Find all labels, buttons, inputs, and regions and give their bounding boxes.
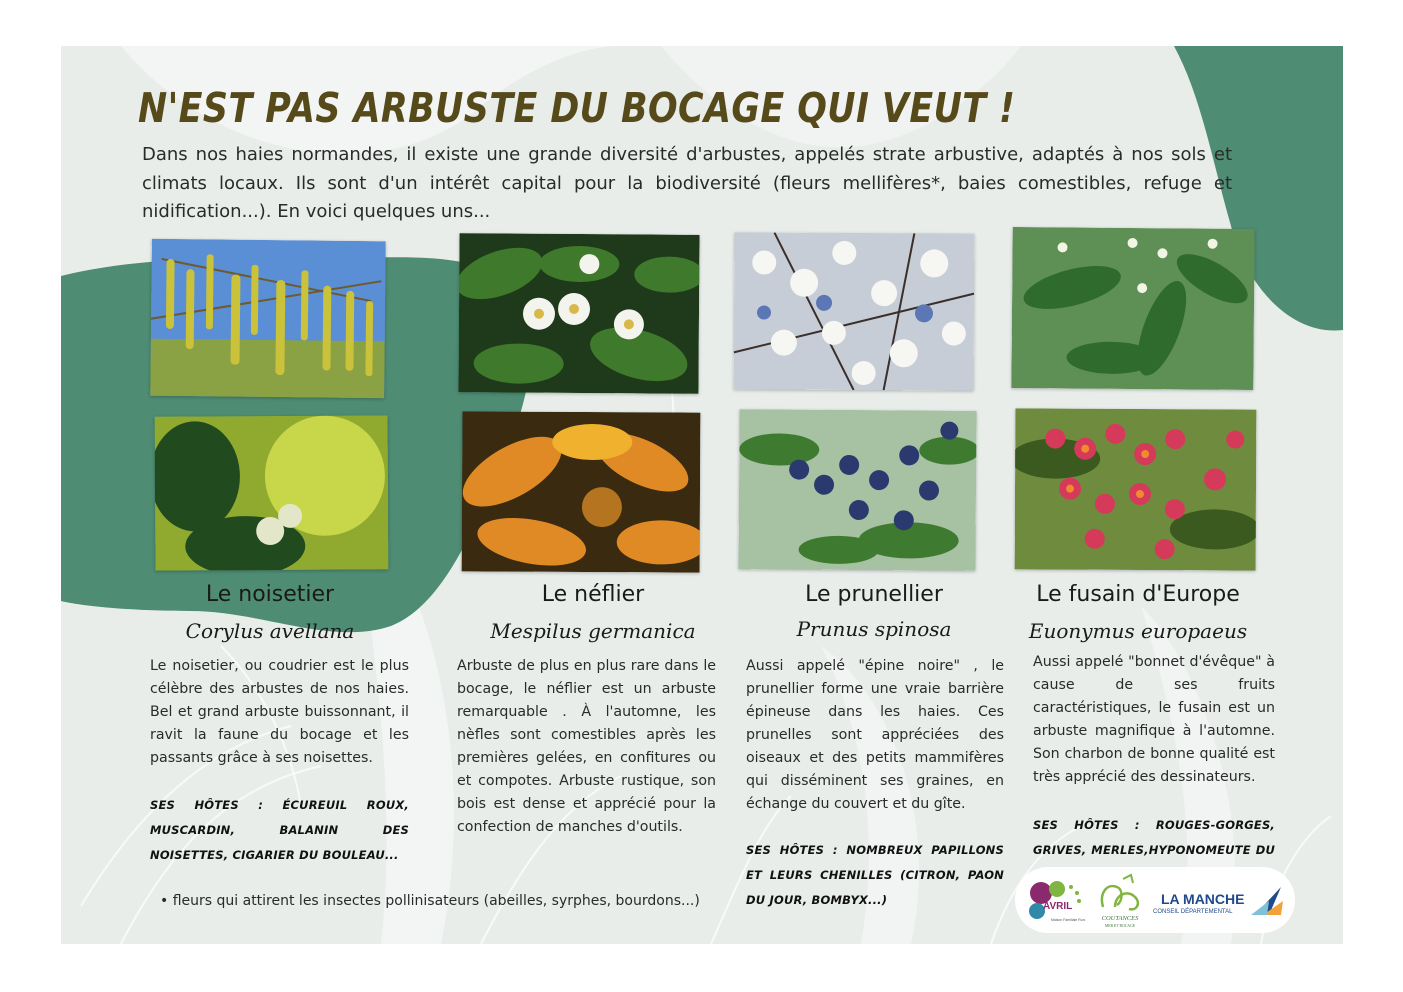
page-title: N'EST PAS ARBUSTE DU BOCAGE QUI VEUT ! — [138, 84, 1016, 132]
logo-coutances — [1093, 871, 1147, 929]
logo-la-manche — [1151, 883, 1291, 919]
photo-fusain-flowers — [1011, 227, 1254, 390]
intro-text: Dans nos haies normandes, il existe une grande diversité d'arbustes, appelés strate arbustive, adaptés à nos sols et climats locaux. Ils sont d'un intérêt capital pour la biodiversité (fleurs mellifères*, baies comestibles, refuge et nidification...). En voici quelques uns... — [142, 144, 1232, 222]
photo-neflier-fruit — [462, 411, 701, 572]
description-fusain: Aussi appelé "bonnet d'évêque" à cause de ses fruits caractéristiques, le fusain est un arbuste magnifique à l'automne. Son charbon de bonne qualité est très apprécié des dessinateurs. — [1033, 654, 1275, 785]
photo-prunellier-blossom — [734, 232, 975, 390]
plant-name-noisetier: Le noisetier — [205, 582, 335, 607]
description-neflier: Arbuste de plus en plus rare dans le bocage, le néflier est un arbuste remarquable . À l'automne, les nèfles sont comestibles après les premières gelées, en confitures ou et compotes. Arbuste rustique, son bois est dense et apprécié pour la confection de manches d'outils. — [457, 658, 716, 835]
hosts-prunellier: SES HÔTES : NOMBREUX PAPILLONS ET LEURS CHENILLES (CITRON, PAON DU JOUR, BOMBYX...) — [746, 843, 1004, 907]
avril-logo-icon — [1027, 877, 1085, 925]
svg-text:COUTANCES: COUTANCES — [1101, 915, 1139, 922]
latin-name-prunellier: Prunus spinosa — [796, 617, 952, 641]
latin-name-noisetier: Corylus avellana — [185, 619, 355, 643]
photo-noisetier-catkins — [150, 239, 386, 398]
svg-text:MER ET BOCAGE: MER ET BOCAGE — [1104, 924, 1136, 928]
description-prunellier: Aussi appelé "épine noire" , le prunellier forme une vraie barrière épineuse dans les haies. Ces prunelles sont appréciées des oiseaux et des petits mammifères qui disséminent ses graines, en échange du couvert et du gîte. — [746, 658, 1004, 812]
svg-text:LA MANCHE: LA MANCHE — [1161, 891, 1245, 907]
latin-name-neflier: Mespilus germanica — [490, 619, 696, 643]
svg-text:Maison Familiale Rurale: Maison Familiale Rurale — [1051, 918, 1085, 922]
plant-name-fusain: Le fusain d'Europe — [1036, 582, 1240, 607]
logo-avril — [1027, 877, 1085, 925]
svg-text:AVRIL: AVRIL — [1043, 901, 1073, 912]
photo-fusain-fruits — [1015, 408, 1257, 570]
plant-name-prunellier: Le prunellier — [805, 582, 943, 607]
hosts-noisetier: SES HÔTES : ÉCUREUIL ROUX, MUSCARDIN, BALANIN DES NOISETTES, CIGARIER DU BOULEAU... — [150, 798, 409, 862]
photo-neflier-flowers — [458, 233, 699, 394]
coutances-logo-icon — [1093, 871, 1147, 929]
plant-name-neflier: Le néflier — [541, 582, 645, 607]
hosts-fusain: SES HÔTES : ROUGES-GORGES, GRIVES, MERLES,HYPONOMEUTE DU — [1033, 818, 1275, 857]
description-noisetier: Le noisetier, ou coudrier est le plus célèbre des arbustes de nos haies. Bel et grand arbuste buissonnant, il ravit la faune du bocage et les passants grâce à ses noisettes. — [150, 658, 409, 766]
photo-prunellier-berries — [738, 409, 976, 571]
latin-name-fusain: Euonymus europaeus — [1028, 619, 1248, 643]
photo-noisetier-nuts — [155, 415, 389, 570]
la-manche-logo-icon — [1151, 883, 1291, 919]
partner-logos — [1015, 867, 1295, 933]
svg-text:CONSEIL DÉPARTEMENTAL: CONSEIL DÉPARTEMENTAL — [1153, 909, 1233, 915]
footnote: • fleurs qui attirent les insectes pollinisateurs (abeilles, syrphes, bourdons...) — [160, 893, 700, 909]
